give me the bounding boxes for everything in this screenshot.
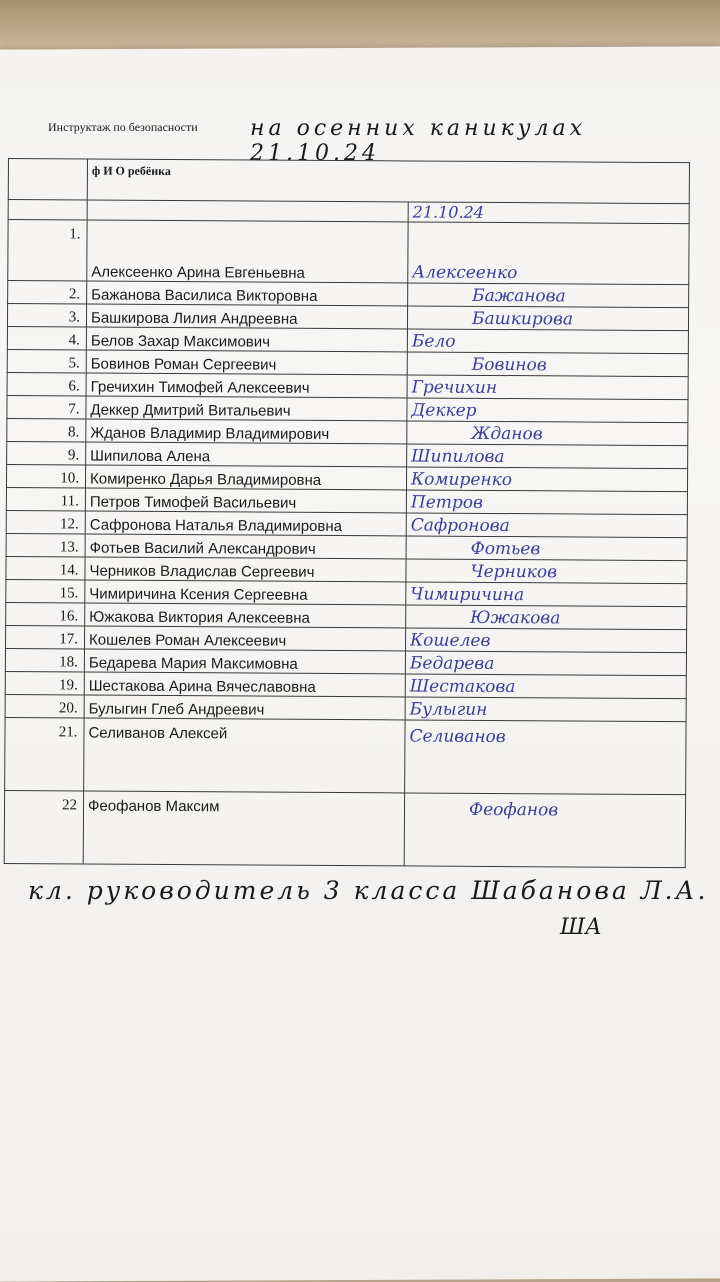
- document-title: Инструктаж по безопасности: [48, 120, 198, 134]
- signature-cell: [407, 352, 688, 377]
- student-signature: Кошелев: [409, 630, 491, 651]
- student-name: Башкирова Лилия Андреевна: [86, 304, 407, 329]
- row-number: 12.: [6, 510, 85, 533]
- row-number: 2.: [8, 281, 87, 304]
- table-row: [6, 464, 687, 491]
- student-signature: Чимиричина: [410, 584, 525, 606]
- row-number: 19.: [5, 671, 84, 694]
- student-name: Комиренко Дарья Владимировна: [85, 465, 406, 490]
- date-column-header: 21.10.24: [408, 202, 689, 224]
- signature-cell: [407, 329, 688, 354]
- student-name: Петров Тимофей Васильевич: [85, 488, 406, 513]
- signature-cell: [406, 536, 687, 561]
- table-row: [7, 304, 688, 331]
- student-name: Кошелев Роман Алексеевич: [85, 626, 406, 651]
- student-name: Деккер Дмитрий Витальевич: [86, 396, 407, 421]
- table-row: [7, 441, 688, 468]
- student-name: Алексеенко Арина Евгеньевна: [87, 220, 408, 283]
- signature-cell: [406, 559, 687, 584]
- table-row: [6, 487, 687, 514]
- student-name: Бажанова Василиса Викторовна: [87, 281, 408, 306]
- student-signature: Башкирова: [471, 308, 574, 330]
- student-name: Шестакова Арина Вячеславовна: [84, 672, 405, 697]
- row-number: 1.: [8, 220, 87, 281]
- student-name: Жданов Владимир Владимирович: [86, 419, 407, 444]
- student-signature: Комиренко: [410, 469, 513, 491]
- signature-cell: [405, 651, 686, 676]
- signature-cell: [406, 605, 687, 630]
- row-number: 13.: [6, 533, 85, 556]
- student-name: Бедарева Мария Максимовна: [84, 649, 405, 674]
- student-signature: Деккер: [411, 400, 477, 421]
- student-signature: Фотьев: [470, 538, 541, 560]
- signature-cell: [407, 421, 688, 446]
- table-row: [5, 671, 686, 698]
- signature-cell: [408, 222, 689, 285]
- fio-column-header: ф И О ребёнка: [87, 159, 689, 204]
- table-row: [5, 648, 686, 675]
- student-signature: Шипилова: [411, 446, 505, 468]
- row-number: 22: [4, 790, 83, 863]
- student-name: Сафронова Наталья Владимировна: [85, 511, 406, 536]
- student-name: Гречихин Тимофей Алексеевич: [86, 373, 407, 398]
- student-signature: Алексеенко: [412, 262, 518, 284]
- row-number: 3.: [7, 304, 86, 327]
- student-name: Бовинов Роман Сергеевич: [86, 350, 407, 375]
- student-name: Селиванов Алексей: [84, 718, 405, 793]
- signature-cell: [407, 398, 688, 423]
- student-signature: Жданов: [471, 423, 543, 445]
- signature-cell: [407, 375, 688, 400]
- row-number: 14.: [6, 556, 85, 579]
- student-signature: Бедарева: [409, 653, 495, 674]
- signature-cell: [405, 697, 686, 722]
- student-name: Шипилова Алена: [86, 442, 407, 467]
- signature-cell: [407, 306, 688, 331]
- student-signature: Сафронова: [410, 515, 510, 537]
- row-number: 6.: [7, 372, 86, 395]
- table-row: [4, 790, 685, 867]
- student-name: Чимиричина Ксения Сергеевна: [85, 580, 406, 605]
- student-signature: Булыгин: [409, 699, 488, 720]
- row-number: 11.: [6, 487, 85, 510]
- row-number: 18.: [5, 648, 84, 671]
- signature-cell: [406, 513, 687, 538]
- student-signature: Феофанов: [468, 799, 559, 821]
- attendance-table: [4, 158, 690, 868]
- student-name: Белов Захар Максимович: [86, 327, 407, 352]
- signature-cell: [407, 444, 688, 469]
- student-name: Черников Владислав Сергеевич: [85, 557, 406, 582]
- table-row: [6, 533, 687, 560]
- signature-cell: [405, 628, 686, 653]
- signature-cell: [406, 467, 687, 492]
- student-name: Булыгин Глеб Андреевич: [84, 695, 405, 720]
- teacher-signature: ША: [560, 915, 602, 940]
- student-name: Южакова Виктория Алексеевна: [85, 603, 406, 628]
- signature-cell: [405, 720, 686, 795]
- row-number: 8.: [7, 418, 86, 441]
- student-signature: Шестакова: [409, 676, 516, 698]
- table-row: [6, 510, 687, 537]
- row-number: 15.: [6, 579, 85, 602]
- student-signature: Южакова: [470, 607, 561, 629]
- signature-cell: [405, 674, 686, 699]
- student-signature: Петров: [410, 492, 483, 513]
- student-name: Фотьев Василий Александрович: [85, 534, 406, 559]
- signature-cell: [406, 582, 687, 607]
- signature-cell: [408, 283, 689, 308]
- row-number: 9.: [7, 441, 86, 464]
- signature-cell: [404, 793, 685, 868]
- row-number: 5.: [7, 349, 86, 372]
- signature-cell: [406, 490, 687, 515]
- student-signature: Селиванов: [409, 726, 506, 748]
- table-row: [6, 556, 687, 583]
- row-number: 21.: [5, 717, 84, 790]
- table-row: [7, 418, 688, 445]
- row-number: 16.: [6, 602, 85, 625]
- student-signature: Бело: [411, 331, 456, 352]
- table-row: [5, 717, 686, 794]
- table-row: [6, 579, 687, 606]
- row-number: 4.: [7, 326, 86, 349]
- table-row: [8, 220, 689, 285]
- handwritten-teacher-line: кл. руководитель 3 класса Шабанова Л.А.: [28, 876, 709, 905]
- student-signature: Гречихин: [411, 377, 498, 398]
- student-signature: Бажанова: [472, 285, 566, 307]
- student-signature: Черников: [470, 561, 558, 583]
- table-row: [7, 349, 688, 376]
- row-number: 10.: [6, 464, 85, 487]
- table-row: [6, 625, 687, 652]
- row-number: 7.: [7, 395, 86, 418]
- table-row: [6, 602, 687, 629]
- table-row: [7, 372, 688, 399]
- table-header-row: [8, 159, 689, 204]
- student-signature: Бовинов: [471, 354, 547, 376]
- table-row: [7, 326, 688, 353]
- student-name: Феофанов Максим: [83, 791, 404, 866]
- row-number: 20.: [5, 694, 84, 717]
- table-row: [7, 395, 688, 422]
- row-number: 17.: [6, 625, 85, 648]
- table-row: [8, 281, 689, 308]
- table-row: [5, 694, 686, 721]
- handwritten-subtitle: на осенних каникулах 21.10.24: [250, 116, 587, 166]
